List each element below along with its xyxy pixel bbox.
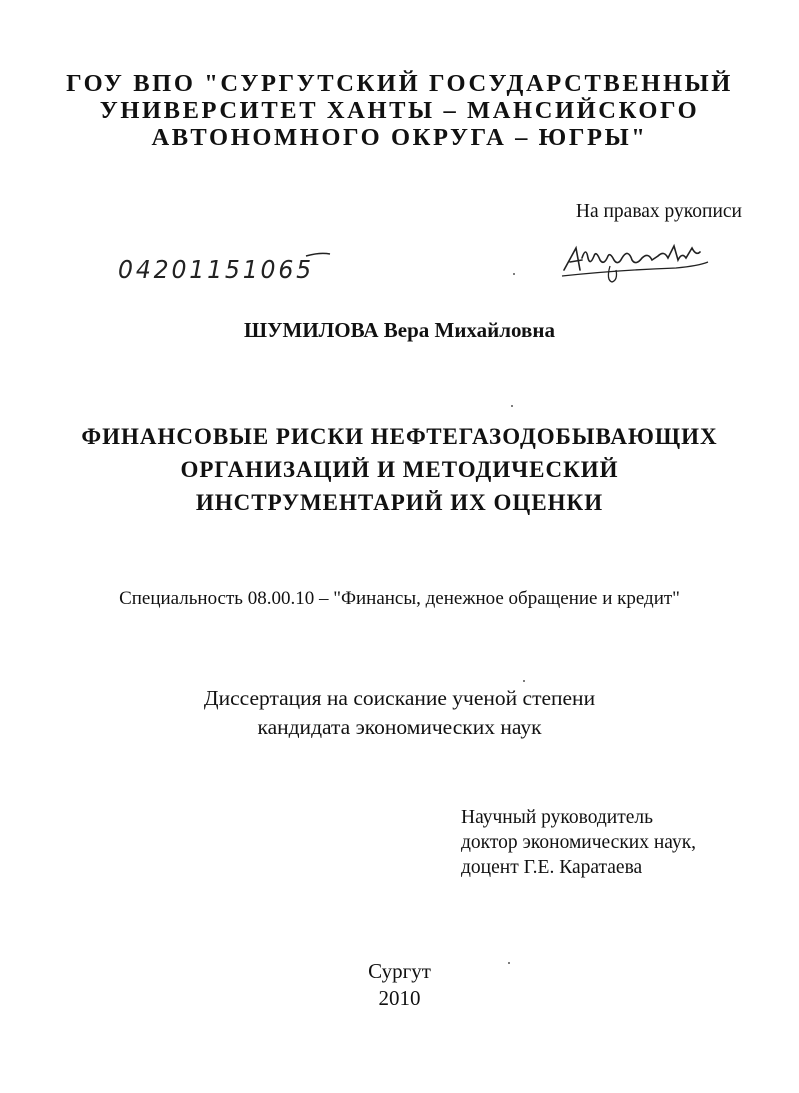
scan-speck	[523, 680, 525, 682]
scan-speck	[508, 962, 510, 964]
degree-line-2: кандидата экономических наук	[257, 715, 542, 739]
city: Сургут	[368, 959, 431, 983]
registration-number-drawing	[116, 248, 336, 288]
supervisor-line-1: Научный руководитель	[461, 807, 654, 828]
supervisor-line-3: доцент Г.Е. Каратаева	[461, 857, 643, 878]
title-line-2: ОРГАНИЗАЦИЙ И МЕТОДИЧЕСКИЙ	[180, 457, 619, 482]
supervisor-line-2: доктор экономических наук,	[461, 832, 697, 853]
degree-line-1: Диссертация на соискание ученой степени	[203, 686, 596, 710]
speciality: Специальность 08.00.10 – "Финансы, денежное обращение и кредит"	[119, 588, 680, 609]
scan-speck	[511, 405, 513, 407]
supervisor-block	[461, 805, 696, 880]
title-line-3: ИНСТРУМЕНТАРИЙ ИХ ОЦЕНКИ	[195, 490, 604, 515]
title-line-1: ФИНАНСОВЫЕ РИСКИ НЕФТЕГАЗОДОБЫВАЮЩИХ	[81, 424, 718, 449]
manuscript-rights-note: На правах рукописи	[575, 201, 742, 222]
university-line-3: АВТОНОМНОГО ОКРУГА – ЮГРЫ"	[151, 124, 648, 151]
author-name: ШУМИЛОВА Вера Михайловна	[244, 318, 555, 342]
year: 2010	[378, 986, 421, 1010]
handwritten-registration-number	[116, 248, 336, 288]
registration-number-text: 04201151065	[118, 255, 314, 284]
university-line-1: ГОУ ВПО "СУРГУТСКИЙ ГОСУДАРСТВЕННЫЙ	[66, 70, 733, 97]
university-header	[0, 70, 799, 151]
signature-drawing	[558, 236, 718, 292]
university-line-2: УНИВЕРСИТЕТ ХАНТЫ – МАНСИЙСКОГО	[99, 97, 700, 124]
place-and-year	[0, 958, 799, 1012]
scan-speck	[513, 273, 515, 275]
dissertation-title	[0, 420, 799, 519]
signature-image	[558, 236, 718, 292]
degree-statement	[0, 684, 799, 742]
